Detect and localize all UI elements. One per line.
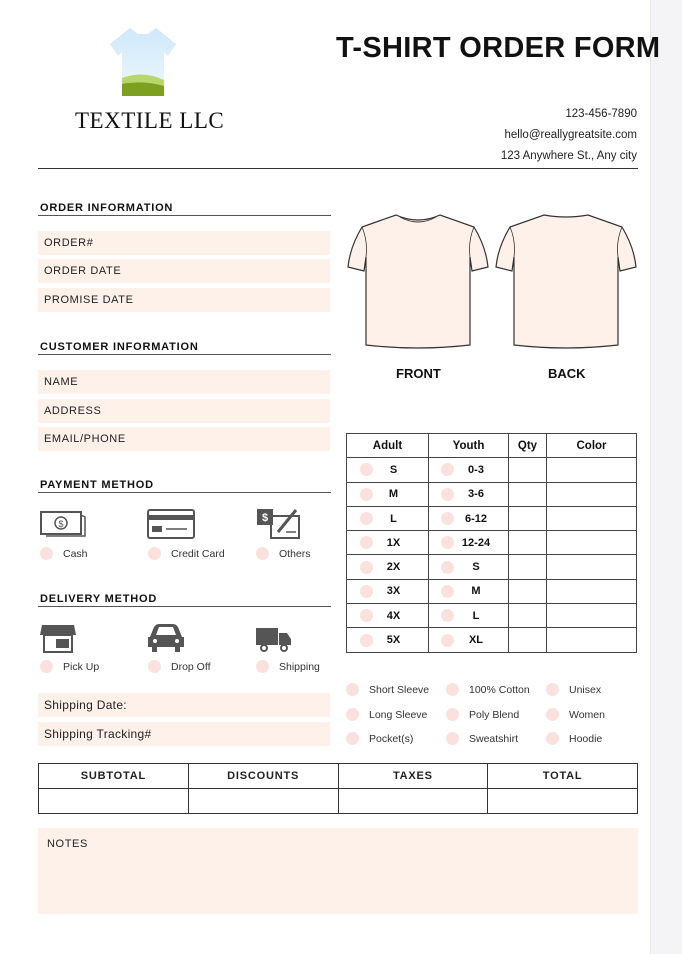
divider: [38, 606, 331, 607]
shipping-tracking-field[interactable]: Shipping Tracking#: [38, 722, 330, 746]
back-label: BACK: [548, 366, 586, 381]
radio-icon[interactable]: [360, 512, 373, 525]
option-label: Shipping: [279, 660, 320, 673]
check-icon: [256, 506, 302, 540]
payment-heading: PAYMENT METHOD: [40, 479, 154, 491]
radio-icon[interactable]: [546, 708, 559, 721]
style-option-checkbox[interactable]: [346, 683, 429, 696]
radio-icon[interactable]: [441, 536, 454, 549]
radio-icon[interactable]: [346, 732, 359, 745]
totals-table: [38, 763, 638, 814]
option-label: Hoodie: [569, 732, 603, 745]
color-cell[interactable]: [547, 628, 637, 652]
youth-size-label: S: [472, 561, 480, 574]
store-icon: [40, 621, 76, 653]
size-row: [347, 458, 637, 482]
option-label: Pick Up: [63, 660, 100, 673]
youth-size-cell[interactable]: [429, 628, 509, 652]
divider: [38, 215, 331, 216]
name-field[interactable]: NAME: [38, 370, 330, 394]
brand-name: TEXTILE LLC: [75, 108, 225, 133]
adult-size-label: 1X: [386, 536, 401, 549]
option-label: Credit Card: [171, 547, 225, 560]
option-label: Poly Blend: [469, 708, 520, 721]
style-option-checkbox[interactable]: [346, 732, 413, 745]
credit-card-icon: [147, 509, 195, 539]
header-adult: Adult: [347, 434, 429, 458]
radio-icon[interactable]: [546, 732, 559, 745]
radio-icon[interactable]: [360, 536, 373, 549]
radio-icon[interactable]: [546, 683, 559, 696]
size-row: [347, 628, 637, 652]
payment-others-radio[interactable]: [256, 547, 311, 560]
radio-icon[interactable]: [40, 547, 53, 560]
qty-cell[interactable]: [509, 579, 547, 603]
svg-text:$: $: [58, 519, 64, 529]
payment-credit-card-radio[interactable]: [148, 547, 225, 560]
radio-icon[interactable]: [360, 634, 373, 647]
total-header: TOTAL: [488, 764, 638, 789]
option-label: 100% Cotton: [469, 683, 530, 696]
color-cell[interactable]: [547, 579, 637, 603]
tshirt-back-icon: [494, 211, 638, 351]
phone: 123-456-7890: [565, 108, 637, 120]
radio-icon[interactable]: [441, 609, 454, 622]
radio-icon[interactable]: [346, 708, 359, 721]
adult-size-label: 5X: [386, 634, 401, 647]
qty-cell[interactable]: [509, 604, 547, 628]
page-title: T-SHIRT ORDER FORM: [336, 32, 661, 64]
payment-cash-radio[interactable]: [40, 547, 88, 560]
delivery-pickup-radio[interactable]: [40, 660, 99, 673]
option-label: Others: [279, 547, 311, 560]
tshirt-front-icon: [346, 211, 490, 351]
subtotal-cell[interactable]: [39, 789, 189, 814]
radio-icon[interactable]: [360, 488, 373, 501]
size-row: [347, 604, 637, 628]
size-table: [346, 433, 637, 653]
size-row: [347, 482, 637, 506]
tshirt-logo-icon: [108, 26, 178, 98]
adult-size-label: 2X: [386, 561, 401, 574]
radio-icon[interactable]: [441, 463, 454, 476]
total-cell[interactable]: [488, 789, 638, 814]
customer-info-heading: CUSTOMER INFORMATION: [40, 341, 199, 353]
qty-cell[interactable]: [509, 482, 547, 506]
delivery-heading: DELIVERY METHOD: [40, 593, 158, 605]
adult-size-cell[interactable]: [347, 482, 429, 506]
style-option-checkbox[interactable]: [346, 708, 427, 721]
option-label: Women: [569, 708, 605, 721]
size-row: [347, 531, 637, 555]
cash-icon: [40, 509, 86, 537]
radio-icon[interactable]: [441, 512, 454, 525]
radio-icon[interactable]: [346, 683, 359, 696]
youth-size-cell[interactable]: [429, 555, 509, 579]
radio-icon[interactable]: [360, 561, 373, 574]
adult-size-cell[interactable]: [347, 506, 429, 530]
youth-size-cell[interactable]: [429, 531, 509, 555]
youth-size-cell[interactable]: [429, 482, 509, 506]
style-option-checkbox[interactable]: [546, 683, 601, 696]
adult-size-cell[interactable]: [347, 579, 429, 603]
youth-size-label: 3-6: [468, 488, 484, 501]
style-option-checkbox[interactable]: [546, 708, 605, 721]
youth-size-label: 12-24: [461, 536, 491, 549]
option-label: Long Sleeve: [369, 708, 428, 721]
address-field[interactable]: ADDRESS: [38, 399, 330, 423]
youth-size-label: XL: [468, 634, 484, 647]
front-label: FRONT: [396, 366, 441, 381]
option-label: Unisex: [569, 683, 602, 696]
taxes-cell[interactable]: [338, 789, 488, 814]
youth-size-cell[interactable]: [429, 506, 509, 530]
qty-cell[interactable]: [509, 458, 547, 482]
radio-icon[interactable]: [446, 732, 459, 745]
color-cell[interactable]: [547, 604, 637, 628]
order-info-heading: ORDER INFORMATION: [40, 202, 174, 214]
radio-icon[interactable]: [360, 609, 373, 622]
radio-icon[interactable]: [256, 660, 269, 673]
style-option-checkbox[interactable]: [446, 683, 530, 696]
notes-label: NOTES: [47, 838, 88, 850]
page-edge: [650, 0, 682, 954]
discounts-cell[interactable]: [188, 789, 338, 814]
shipping-date-field[interactable]: Shipping Date:: [38, 693, 330, 717]
option-label: Cash: [63, 547, 88, 560]
color-cell[interactable]: [547, 506, 637, 530]
youth-size-label: L: [472, 609, 480, 622]
email-phone-field[interactable]: EMAIL/PHONE: [38, 427, 330, 451]
qty-cell[interactable]: [509, 506, 547, 530]
adult-size-cell[interactable]: [347, 628, 429, 652]
color-cell[interactable]: [547, 458, 637, 482]
color-cell[interactable]: [547, 531, 637, 555]
radio-icon[interactable]: [441, 561, 454, 574]
promise-date-field[interactable]: PROMISE DATE: [38, 288, 330, 312]
option-label: Short Sleeve: [369, 683, 430, 696]
youth-size-label: 6-12: [464, 512, 488, 525]
qty-cell[interactable]: [509, 555, 547, 579]
taxes-header: TAXES: [338, 764, 488, 789]
style-option-checkbox[interactable]: [446, 708, 519, 721]
radio-icon[interactable]: [360, 585, 373, 598]
order-number-field[interactable]: ORDER#: [38, 231, 330, 255]
order-date-field[interactable]: ORDER DATE: [38, 259, 330, 283]
adult-size-cell[interactable]: [347, 555, 429, 579]
radio-icon[interactable]: [360, 463, 373, 476]
subtotal-header: SUBTOTAL: [39, 764, 189, 789]
youth-size-label: 0-3: [468, 463, 484, 476]
youth-size-cell[interactable]: [429, 458, 509, 482]
size-row: [347, 506, 637, 530]
adult-size-label: 3X: [386, 585, 401, 598]
color-cell[interactable]: [547, 482, 637, 506]
radio-icon[interactable]: [148, 547, 161, 560]
discounts-header: DISCOUNTS: [188, 764, 338, 789]
radio-icon[interactable]: [441, 585, 454, 598]
option-label: Drop Off: [171, 660, 211, 673]
address: 123 Anywhere St., Any city: [500, 150, 637, 162]
delivery-shipping-radio[interactable]: [256, 660, 320, 673]
radio-icon[interactable]: [446, 683, 459, 696]
color-cell[interactable]: [547, 555, 637, 579]
adult-size-label: L: [390, 512, 397, 525]
adult-size-label: S: [389, 463, 398, 476]
size-row: [347, 555, 637, 579]
truck-icon: [256, 627, 292, 653]
header-youth: Youth: [429, 434, 509, 458]
adult-size-label: M: [388, 488, 399, 501]
style-option-checkbox[interactable]: [546, 732, 602, 745]
car-icon: [147, 623, 185, 653]
qty-cell[interactable]: [509, 531, 547, 555]
header-qty: Qty: [509, 434, 547, 458]
option-label: Sweatshirt: [469, 732, 519, 745]
radio-icon[interactable]: [446, 708, 459, 721]
radio-icon[interactable]: [40, 660, 53, 673]
option-label: Pocket(s): [369, 732, 414, 745]
youth-size-cell[interactable]: [429, 579, 509, 603]
youth-size-cell[interactable]: [429, 604, 509, 628]
radio-icon[interactable]: [148, 660, 161, 673]
radio-icon[interactable]: [441, 488, 454, 501]
delivery-dropoff-radio[interactable]: [148, 660, 211, 673]
header-color: Color: [547, 434, 637, 458]
header-divider: [38, 168, 638, 169]
youth-size-label: M: [471, 585, 481, 598]
email: hello@reallygreatsite.com: [504, 129, 637, 141]
size-row: [347, 579, 637, 603]
adult-size-cell[interactable]: [347, 458, 429, 482]
svg-text:$: $: [261, 512, 269, 524]
adult-size-label: 4X: [386, 609, 401, 622]
style-option-checkbox[interactable]: [446, 732, 518, 745]
adult-size-cell[interactable]: [347, 531, 429, 555]
radio-icon[interactable]: [441, 634, 454, 647]
divider: [38, 354, 331, 355]
notes-field[interactable]: [38, 828, 638, 914]
divider: [38, 492, 331, 493]
radio-icon[interactable]: [256, 547, 269, 560]
adult-size-cell[interactable]: [347, 604, 429, 628]
qty-cell[interactable]: [509, 628, 547, 652]
